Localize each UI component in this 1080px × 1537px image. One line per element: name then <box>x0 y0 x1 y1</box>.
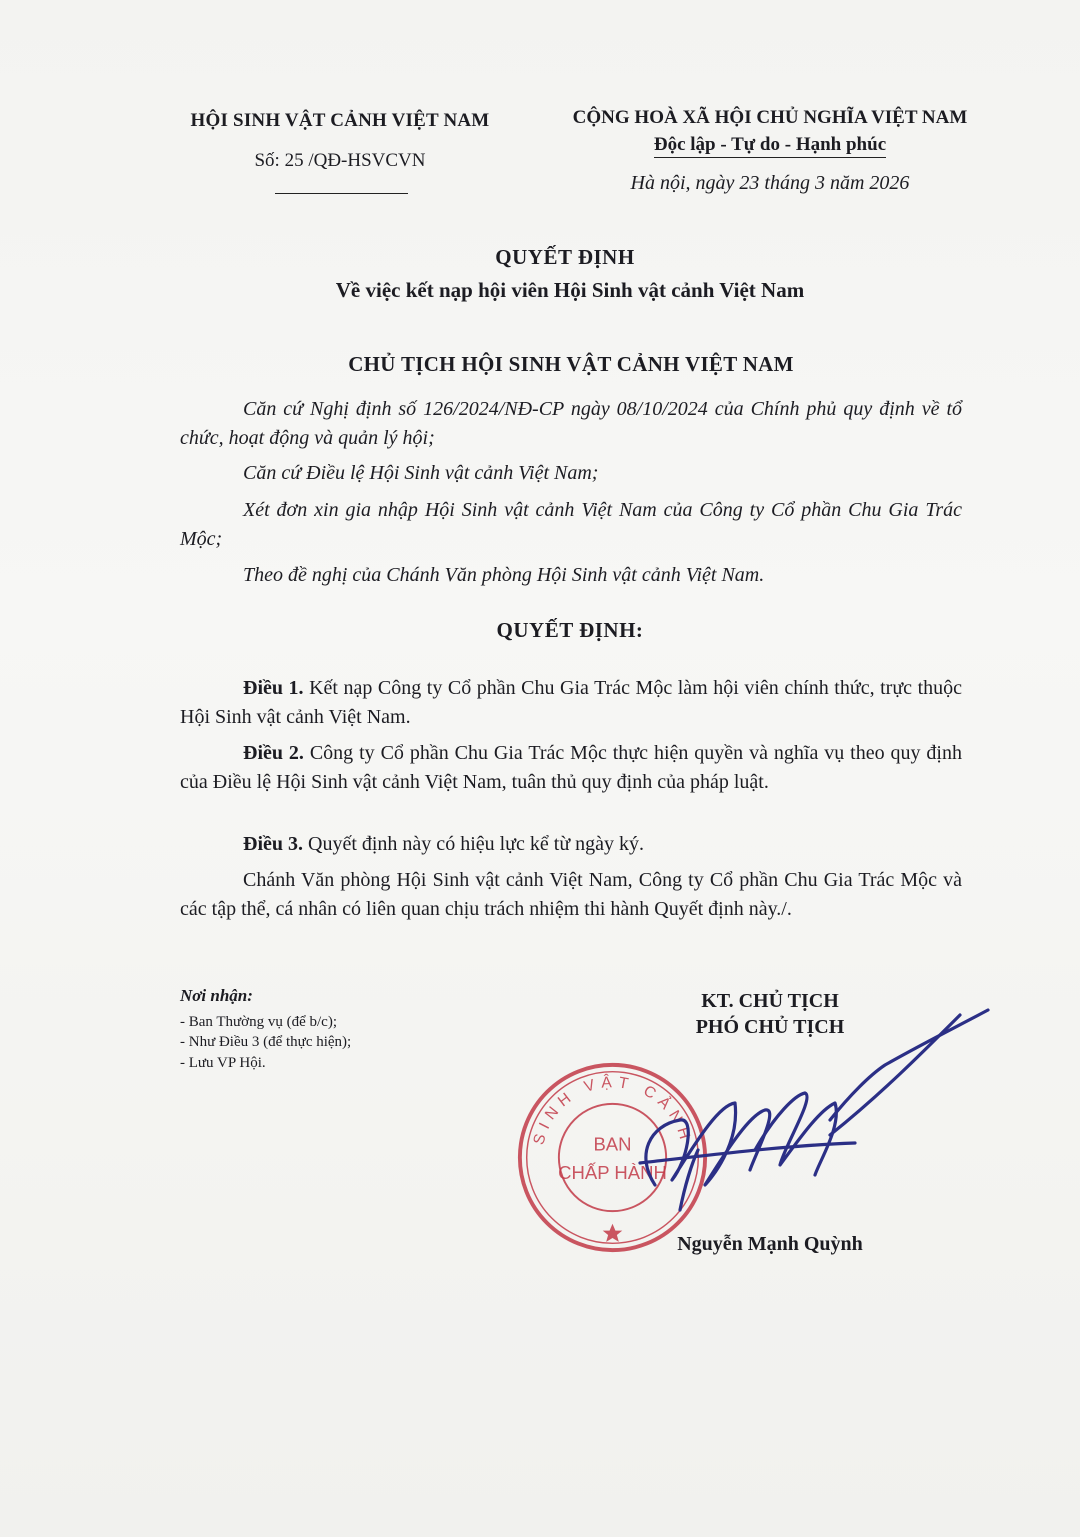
document-subtitle: Về việc kết nạp hội viên Hội Sinh vật cảnh Việt Nam <box>335 278 805 302</box>
article-2-label: Điều 2. <box>243 742 304 764</box>
article-1-text: Kết nạp Công ty Cổ phần Chu Gia Trác Mộc làm hội viên chính thức, trực thuộc Hội Sinh vật cảnh Việt Nam. <box>180 677 963 728</box>
article-3 <box>180 830 962 859</box>
seal-ring-text: SINH VẬT CẢNH <box>530 1074 695 1147</box>
recipient-item: - Ban Thường vụ (để b/c); <box>180 1014 338 1030</box>
place-date: Hà nội, ngày 23 tháng 3 năm 2026 <box>630 172 910 194</box>
decision-heading: QUYẾT ĐỊNH: <box>496 618 644 642</box>
recipient-item: - Như Điều 3 (để thực hiện); <box>180 1034 352 1050</box>
seal-center-bottom: CHẤP HÀNH <box>558 1161 667 1183</box>
recipient-item: - Lưu VP Hội. <box>180 1055 266 1071</box>
article-2-text: Công ty Cổ phần Chu Gia Trác Mộc thực hiện quyền và nghĩa vụ theo quy định của Điều lệ Hội Sinh vật cảnh Việt Nam, tuân thủ quy định của pháp luật. <box>180 742 962 793</box>
legal-basis-4: Theo đề nghị của Chánh Văn phòng Hội Sinh vật cảnh Việt Nam. <box>243 564 765 586</box>
national-title: CỘNG HOÀ XÃ HỘI CHỦ NGHĨA VIỆT NAM <box>572 107 968 128</box>
seal-center-top: BAN <box>593 1133 632 1155</box>
handwritten-signature <box>580 985 1000 1220</box>
recipients-title: Nơi nhận: <box>180 986 253 1005</box>
issuing-authority: CHỦ TỊCH HỘI SINH VẬT CẢNH VIỆT NAM <box>348 352 794 376</box>
org-underline-divider <box>275 193 408 194</box>
article-2 <box>180 739 962 797</box>
closing-paragraph: Chánh Văn phòng Hội Sinh vật cảnh Việt Nam, Công ty Cổ phần Chu Gia Trác Mộc và các tập thể, cá nhân có liên quan chịu trách nhiệm thi hành Quyết định này./. <box>180 869 962 920</box>
motto-text: Độc lập - Tự do - Hạnh phúc <box>654 134 886 158</box>
legal-basis-3: Xét đơn xin gia nhập Hội Sinh vật cảnh Việt Nam của Công ty Cổ phần Chu Gia Trác Mộc; <box>180 499 962 550</box>
legal-basis-2: Căn cứ Điều lệ Hội Sinh vật cảnh Việt Nam; <box>243 462 599 484</box>
organization-name: HỘI SINH VẬT CẢNH VIỆT NAM <box>190 110 490 131</box>
national-motto <box>535 134 1005 156</box>
signatory-on-behalf: KT. CHỦ TỊCH <box>701 990 839 1012</box>
article-3-text: Quyết định này có hiệu lực kể từ ngày ký. <box>308 833 645 855</box>
document-title: QUYẾT ĐỊNH <box>495 245 635 269</box>
signatory-position: PHÓ CHỦ TỊCH <box>695 1016 845 1038</box>
document-number: Số: 25 /QĐ-HSVCVN <box>254 150 426 171</box>
signer-name: Nguyễn Mạnh Quỳnh <box>677 1233 863 1255</box>
article-1-label: Điều 1. <box>243 677 304 699</box>
article-3-label: Điều 3. <box>243 833 303 855</box>
article-1 <box>180 674 962 732</box>
legal-basis-1: Căn cứ Nghị định số 126/2024/NĐ-CP ngày 08/10/2024 của Chính phủ quy định về tổ chức, hoạt động và quản lý hội; <box>180 398 962 449</box>
